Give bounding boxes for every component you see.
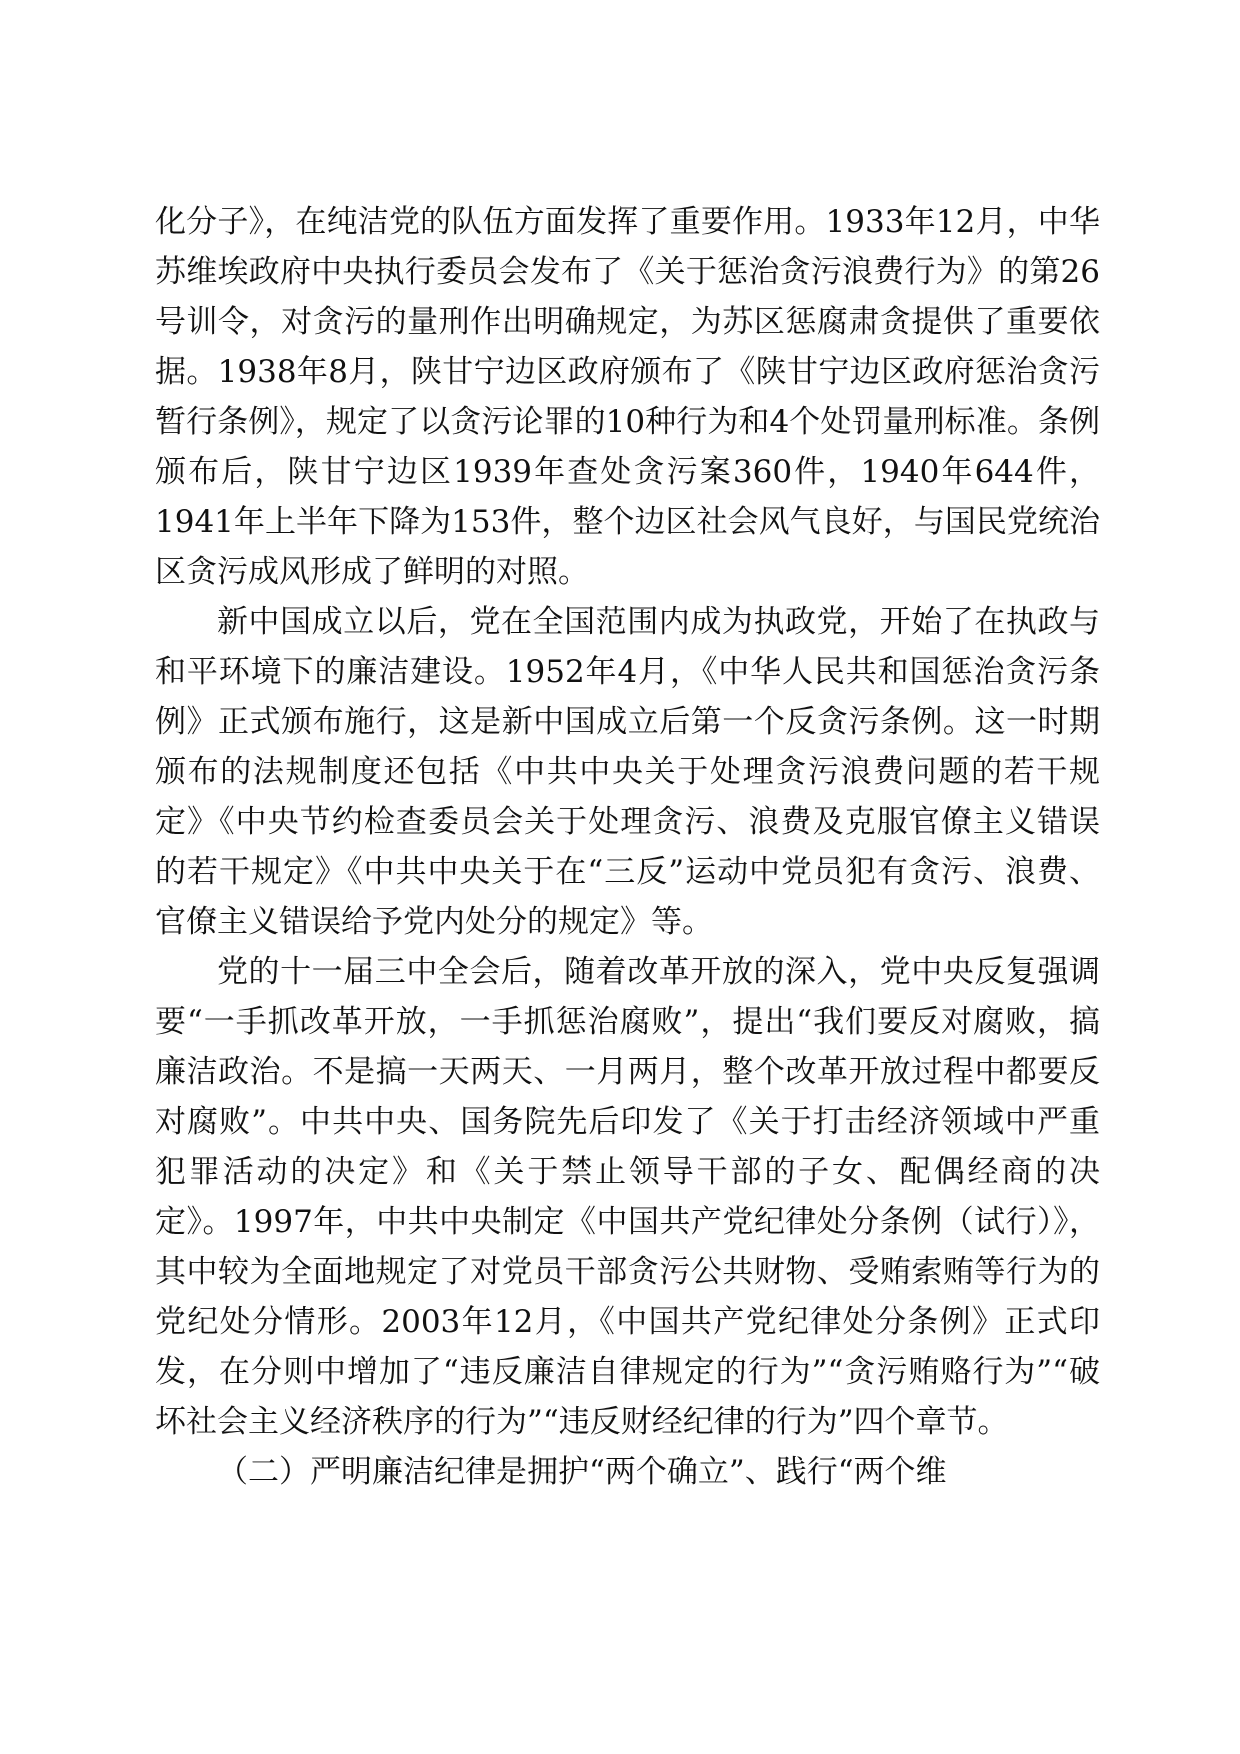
- document-page: [155, 197, 1100, 1497]
- paragraph-1: 化分子》，在纯洁党的队伍方面发挥了重要作用。1933年12月，中华苏维埃政府中央执行委员会发布了《关于惩治贪污浪费行为》的第26号训令，对贪污的量刑作出明确规定，为苏区惩腐肃贪提供了重要依据。1938年8月，陕甘宁边区政府颁布了《陕甘宁边区政府惩治贪污暂行条例》，规定了以贪污论罪的10种行为和4个处罚量刑标准。条例颁布后，陕甘宁边区1939年查处贪污案360件，1940年644件，1941年上半年下降为153件，整个边区社会风气良好，与国民党统治区贪污成风形成了鲜明的对照。: [155, 204, 1100, 590]
- paragraph-3: 党的十一届三中全会后，随着改革开放的深入，党中央反复强调要“一手抓改革开放，一手抓惩治腐败”，提出“我们要反对腐败，搞廉洁政治。不是搞一天两天、一月两月，整个改革开放过程中都要反对腐败”。中共中央、国务院先后印发了《关于打击经济领域中严重犯罪活动的决定》和《关于禁止领导干部的子女、配偶经商的决定》。1997年，中共中央制定《中国共产党纪律处分条例（试行）》，其中较为全面地规定了对党员干部贪污公共财物、受贿索贿等行为的党纪处分情形。2003年12月，《中国共产党纪律处分条例》正式印发，在分则中增加了“违反廉洁自律规定的行为”“贪污贿赂行为”“破坏社会主义经济秩序的行为”“违反财经纪律的行为”四个章节。: [155, 954, 1100, 1440]
- paragraph-2: 新中国成立以后，党在全国范围内成为执政党，开始了在执政与和平环境下的廉洁建设。1952年4月，《中华人民共和国惩治贪污条例》正式颁布施行，这是新中国成立后第一个反贪污条例。这一时期颁布的法规制度还包括《中共中央关于处理贪污浪费问题的若干规定》《中央节约检查委员会关于处理贪污、浪费及克服官僚主义错误的若干规定》《中共中央关于在“三反”运动中党员犯有贪污、浪费、官僚主义错误给予党内处分的规定》等。: [155, 604, 1100, 940]
- section-heading: （二）严明廉洁纪律是拥护“两个确立”、践行“两个维: [217, 1454, 947, 1490]
